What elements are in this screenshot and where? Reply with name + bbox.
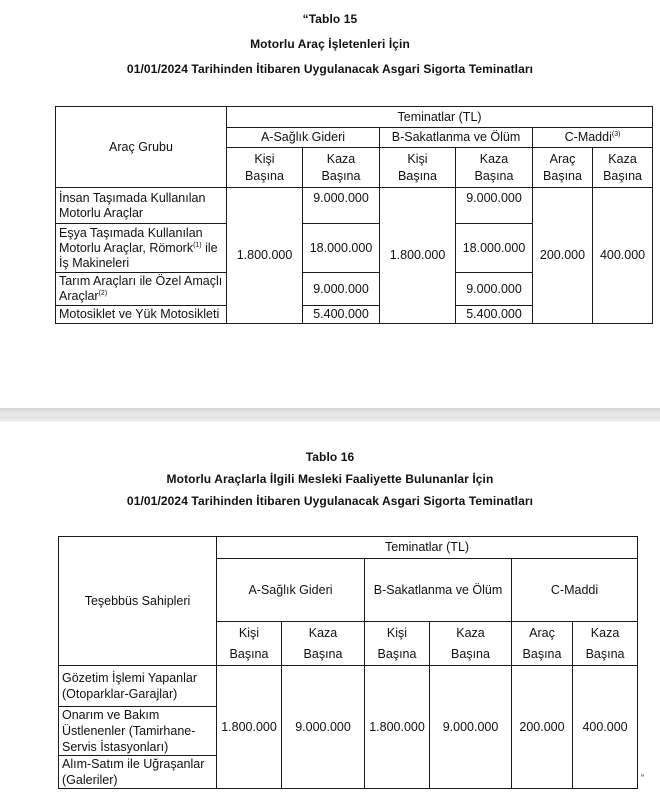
header-text: Kaza [326,151,356,166]
cell-b-kisi: 1.800.000 [380,188,456,324]
header-c-kaza [573,622,638,666]
cell-b-kaza: 5.400.000 [456,306,533,324]
header-b-kaza [430,622,512,666]
header-text: Başına [245,168,284,183]
row-label: Gözetim İşlemi Yapanlar (Otoparklar-Garajlar) [59,666,217,707]
label-text: Eşya Taşımada Kullanılan Motorlu Araçlar, Römork [59,225,203,255]
header-text: Başına [377,646,417,661]
cell-b-kaza: 9.000.000 [456,188,533,224]
table16-subtitle: Motorlu Araçlarla İlgili Mesleki Faaliyette Bulunanlar İçin [166,472,494,486]
header-c-arac [512,622,573,666]
cell-b-kisi: 1.800.000 [365,666,430,789]
header-a-kaza [303,148,380,188]
header-a-kisi [217,622,282,666]
header-a-saglik: A-Sağlık Gideri [227,128,380,148]
table-row [56,188,653,224]
cell-b-kaza: 18.000.000 [456,224,533,273]
header-b-kaza [456,148,533,188]
table16-number: Tablo 16 [305,450,355,464]
cell-a-kaza: 9.000.000 [303,273,380,306]
header-b-kisi [365,622,430,666]
row-label: Alım-Satım ile Uğraşanlar (Galeriler) [59,756,217,789]
header-text: Kişi [238,625,260,640]
header-a-kisi [227,148,303,188]
label-text: ile İş Makineleri [59,240,218,270]
footnote-ref: (2) [98,289,108,297]
page-separator [0,408,660,422]
header-b-sakatlanma: B-Sakatlanma ve Ölüm [365,559,512,622]
cell-b-kaza: 9.000.000 [456,273,533,306]
header-text: Kaza [308,625,338,640]
row-label [56,273,227,306]
header-text: Araç [549,151,576,166]
header-text: Başına [303,646,343,661]
header-text: Kişi [254,151,275,166]
header-teminatlar: Teminatlar (TL) [217,537,638,559]
cell-a-kisi: 1.800.000 [217,666,282,789]
label-text: Tarım Araçları ile Özel Amaçlı Araçlar [59,274,223,303]
row-label: Onarım ve Bakım Üstlenenler (Tamirhane-Servis İstasyonları) [59,707,217,756]
header-text: Kaza [456,625,485,640]
cell-a-kisi: 1.800.000 [227,188,303,324]
header-teminatlar: Teminatlar (TL) [227,107,653,128]
header-b-kisi [380,148,456,188]
header-text: Başına [543,168,582,183]
row-label: Motosiklet ve Yük Motosikleti [56,306,227,324]
cell-b-kaza: 9.000.000 [430,666,512,789]
header-text: Kaza [590,625,620,640]
cell-a-kaza: 18.000.000 [303,224,380,273]
cell-a-kaza: 9.000.000 [303,188,380,224]
header-text: Başına [398,168,437,183]
header-text: Kişi [407,151,428,166]
header-text: Kaza [479,151,509,166]
row-label: İnsan Taşımada Kullanılan Motorlu Araçlar [56,188,227,224]
header-text: Başına [229,646,269,661]
header-tesebbus-sahipleri: Teşebbüs Sahipleri [59,537,217,666]
header-a-saglik: A-Sağlık Gideri [217,559,365,622]
header-c-arac [533,148,593,188]
header-text: Başına [603,168,642,183]
table15-subtitle: Motorlu Araç İşletenleri İçin [250,37,410,51]
cell-a-kaza: 5.400.000 [303,306,380,324]
header-text: Araç [529,625,555,640]
header-c-maddi [533,128,653,148]
header-text: Başına [522,646,562,661]
table16 [58,536,638,789]
header-b-sakatlanma: B-Sakatlanma ve Ölüm [380,128,533,148]
closing-quote: ” [641,773,644,783]
cell-a-kaza: 9.000.000 [282,666,365,789]
cell-c-arac: 200.000 [512,666,573,789]
header-c-maddi: C-Maddi [512,559,638,622]
footnote-ref: (1) [193,241,202,249]
header-text: Başına [474,168,514,183]
header-text: Kaza [608,151,637,166]
table15-number: “Tablo 15 [302,12,358,26]
footnote-ref: (3) [611,130,621,138]
header-a-kaza [282,622,365,666]
header-text: Başına [585,646,625,661]
header-arac-grubu: Araç Grubu [56,107,227,188]
table15-heading: 01/01/2024 Tarihinden İtibaren Uygulanacak Asgari Sigorta Teminatları [126,62,534,76]
row-label [56,224,227,273]
header-c-kaza [593,148,653,188]
table16-heading: 01/01/2024 Tarihinden İtibaren Uygulanacak Asgari Sigorta Teminatları [126,494,534,508]
header-text: Başına [451,646,490,661]
cell-c-kaza: 400.000 [593,188,653,324]
table15 [55,106,653,324]
header-c-label: C-Maddi [564,130,612,144]
cell-c-kaza: 400.000 [573,666,638,789]
cell-c-arac: 200.000 [533,188,593,324]
header-text: Başına [321,168,361,183]
table-row [59,666,638,707]
header-text: Kişi [386,625,408,640]
